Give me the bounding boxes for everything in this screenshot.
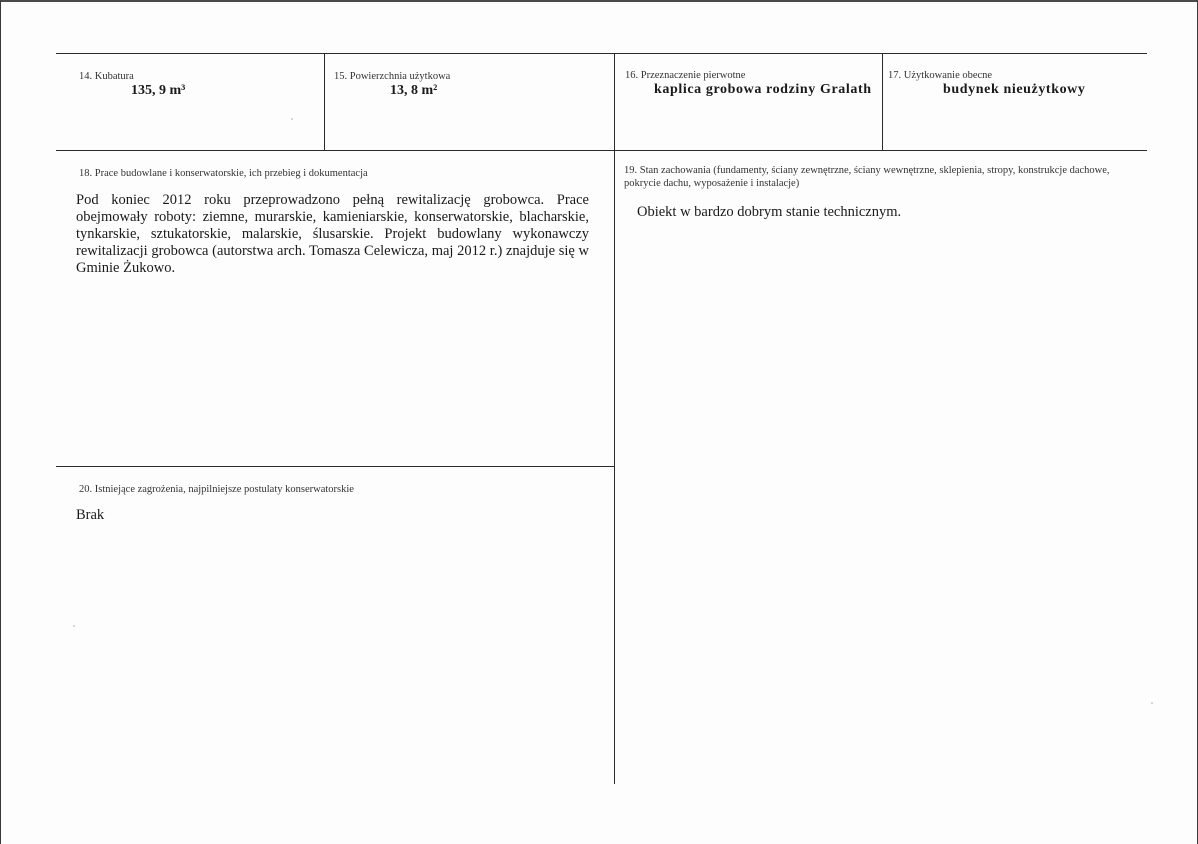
stan-text: Obiekt w bardzo dobrym stanie technicznym. — [637, 204, 902, 220]
uzytkowanie-value: budynek nieużytkowy — [943, 82, 1086, 97]
column-divider-main — [614, 53, 615, 784]
stan-label: 19. Stan zachowania (fundamenty, ściany zewnętrzne, ściany wewnętrzne, sklepienia, stropy, konstrukcje dachowe, pokrycie dachu, wyposażenie i instalacje) — [624, 165, 1110, 189]
prace-text: Pod koniec 2012 roku przeprowadzono pełną rewitalizację grobowca. Prace obejmowały roboty: ziemne, murarskie, kamieniarskie, konserwatorskie, blacharskie, tynkarskie, sztukatorskie, malarskie, ślusarskie. Projekt budowlany wykonawczy rewitalizacji grobowca (autorstwa arch. Tomasza Celewicza, maj 2012 r.) znajduje się w Gminie Żukowo. — [76, 192, 589, 276]
prace-label: 18. Prace budowlane i konserwatorskie, ich przebieg i dokumentacja — [79, 168, 368, 179]
table-top-border — [56, 53, 1147, 54]
scan-speck — [291, 118, 293, 120]
przeznaczenie-label: 16. Przeznaczenie pierwotne — [625, 70, 746, 81]
powierzchnia-value: 13, 8 m² — [390, 83, 438, 98]
row1-divider-3 — [882, 53, 883, 150]
powierzchnia-label: 15. Powierzchnia użytkowa — [334, 71, 451, 82]
row1-divider-1 — [324, 53, 325, 150]
section18-bottom-border — [56, 466, 615, 467]
row1-bottom-border — [56, 150, 1147, 151]
scan-speck — [73, 625, 75, 627]
kubatura-value: 135, 9 m³ — [131, 83, 186, 98]
scan-speck — [1151, 702, 1153, 704]
zagrozenia-label: 20. Istniejące zagrożenia, najpilniejsze postulaty konserwatorskie — [79, 484, 354, 495]
zagrozenia-text: Brak — [76, 507, 105, 523]
uzytkowanie-label: 17. Użytkowanie obecne — [888, 70, 993, 81]
przeznaczenie-value: kaplica grobowa rodziny Gralath — [654, 82, 872, 97]
kubatura-label: 14. Kubatura — [79, 71, 134, 82]
